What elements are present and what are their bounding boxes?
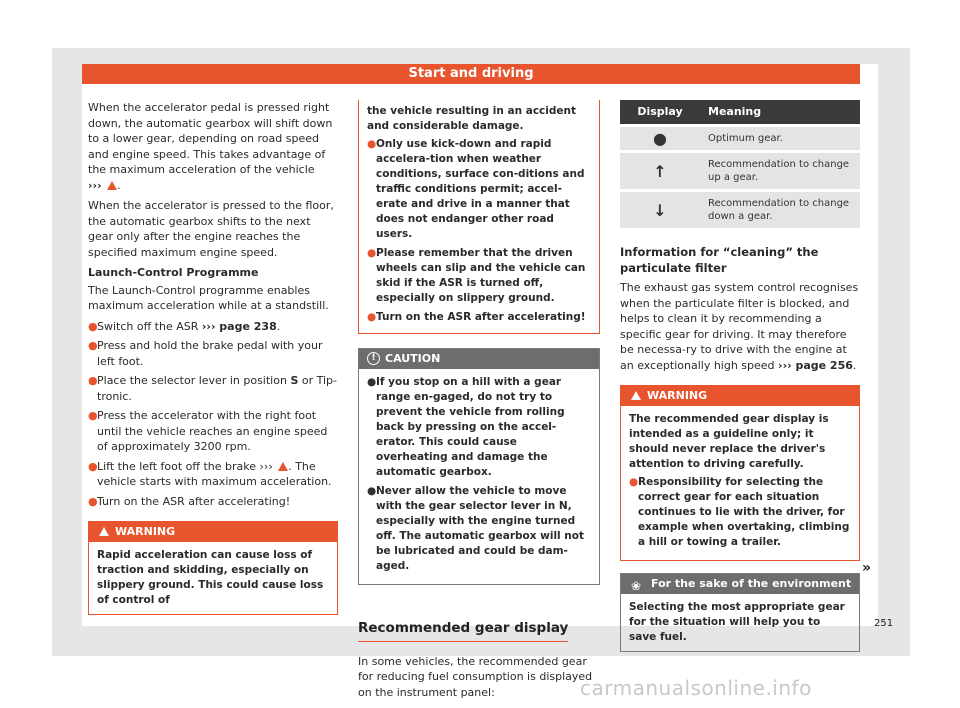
cross-reference[interactable]: ››› page 256: [778, 358, 853, 372]
paragraph: The Launch-Control programme enables maximum acceleration while at a standstill.: [88, 283, 329, 312]
leaf-icon: ❀: [631, 579, 642, 593]
list-item: ● Responsibility for selecting the correct gear for each situation continues to lie with the driver, for example when overtaking, climbing a hill or towing a trailer.: [629, 476, 850, 548]
page-number: 251: [874, 618, 894, 629]
table-header: Display: [620, 100, 700, 126]
warning-header: WARNING: [89, 522, 337, 542]
cross-reference[interactable]: ››› page 238: [201, 319, 277, 333]
info-circle-icon: !: [367, 352, 380, 365]
warning-box: [620, 385, 860, 561]
environment-box: [620, 573, 860, 652]
list-item: ● Lift the left foot off the brake ››› . The vehicle starts with maximum acceleration.: [88, 459, 332, 488]
paragraph: In some vehicles, the recommended gear for reducing fuel consumption is displayed on the instrument panel:: [358, 654, 593, 699]
paragraph: The exhaust gas system control recognises when the particulate filter is blocked, and helps to clean it by recommending a specific gear for driving. It may therefore be necessa-ry to drive with the engine at an exceptionally high speed ››› page 256.: [620, 281, 859, 372]
watermark: carmanualsonline.info: [580, 676, 812, 700]
table-row: ● Optimum gear.: [620, 126, 860, 152]
warning-text: Rapid acceleration can cause loss of traction and skidding, especially on slippery ground. This could cause loss of control of: [97, 549, 324, 606]
divider: [358, 641, 568, 642]
list-item: ● Place the selector lever in position S or Tip-tronic.: [88, 374, 338, 403]
warning-triangle-icon: [107, 181, 117, 190]
list-item: ● Turn on the ASR after accelerating!: [367, 311, 586, 323]
table-header: Meaning: [700, 100, 860, 126]
warning-continuation: the vehicle resulting in an accident and considerable damage. ● Only use kick-down and rapid accelera-tion when weather conditions, surface con-ditions and traffic conditions permit; accel-erate and drive in a manner that does not endanger other road users. ● Please remember that the driven wheels can slip and the vehicle can skid if the ASR is turned off, especially on slippery ground. ● Turn on the ASR after accelerating!: [358, 100, 600, 334]
list-item: ● Switch off the ASR ››› page 238.: [88, 319, 281, 333]
optimum-gear-dot-icon: ●: [620, 126, 700, 152]
column-right: [620, 100, 860, 652]
list-item: ● Never allow the vehicle to move with the gear selector lever in N, especially with the engine turned off. The automatic gearbox will not be lubricated and could be dam-aged.: [367, 485, 585, 572]
list-item: ● Only use kick-down and rapid accelera-tion when weather conditions, surface con-ditions and traffic conditions permit; accel-erate and drive in a manner that does not endanger other road users.: [367, 138, 585, 240]
caution-header: ! CAUTION: [359, 349, 599, 369]
list-item: ● Please remember that the driven wheels can slip and the vehicle can skid if the ASR is turned off, especially on slippery ground.: [367, 247, 586, 304]
warning-triangle-icon: [278, 462, 288, 471]
paragraph: When the accelerator pedal is pressed right down, the automatic gearbox will shift down to a lower gear, depending on road speed and engine speed. This takes advantage of the maximum acceleration of the vehicle ››› .: [88, 101, 333, 192]
list-item: ● Press and hold the brake pedal with your left foot.: [88, 339, 323, 368]
cross-reference[interactable]: ›››: [88, 178, 102, 192]
subheading: Information for “cleaning” the particulate filter: [620, 245, 819, 275]
caution-box: [358, 348, 600, 585]
list-item: ● Turn on the ASR after accelerating!: [88, 494, 291, 508]
environment-header: ❀ For the sake of the environment: [621, 574, 859, 594]
gear-display-table: [620, 100, 860, 228]
section-title: Recommended gear display: [358, 620, 569, 636]
arrow-down-icon: ↓: [620, 191, 700, 229]
table-row: ↓ Recommendation to change down a gear.: [620, 191, 860, 229]
warning-text: The recommended gear display is intended as a guideline only; it should never replace the driver's attention to driving carefully.: [629, 413, 829, 470]
warning-icon: [631, 391, 641, 400]
column-left: [88, 100, 338, 615]
paragraph: When the accelerator is pressed to the floor, the automatic gearbox shifts to the next gear only after the engine reaches the specified maximum engine speed.: [88, 199, 334, 259]
warning-icon: [99, 527, 109, 536]
warning-header: WARNING: [621, 386, 859, 406]
environment-text: Selecting the most appropriate gear for the situation will help you to save fuel.: [629, 601, 845, 643]
warning-box: [88, 521, 338, 615]
subheading: Launch-Control Programme: [88, 266, 259, 279]
page-header: Start and driving: [82, 64, 860, 84]
table-row: ↑ Recommendation to change up a gear.: [620, 152, 860, 191]
column-middle: [358, 100, 600, 705]
list-item: ● If you stop on a hill with a gear range en-gaged, do not try to prevent the vehicle from rolling back by pressing on the accel-erator. This could cause overheating and damage the automatic gearbox.: [367, 376, 565, 478]
list-item: ● Press the accelerator with the right foot until the vehicle reaches an engine speed of approximately 3200 rpm.: [88, 409, 328, 453]
arrow-up-icon: ↑: [620, 152, 700, 191]
continue-mark: »: [862, 560, 872, 576]
